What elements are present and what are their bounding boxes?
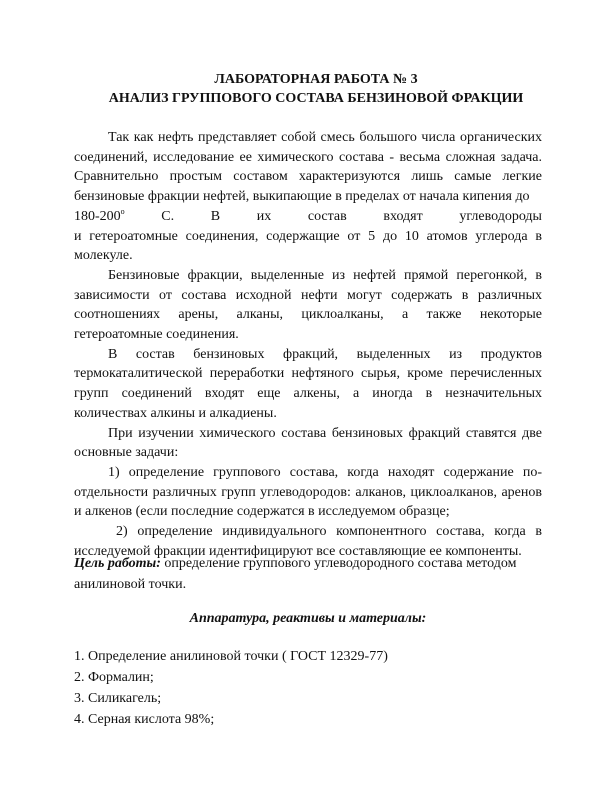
goal-section [74, 553, 542, 595]
paragraph-3: В состав бензиновых фракций, выделенных из продуктов термокаталитической переработки нефтяного сырья, кроме перечисленных групп соединений входят еще алкены, а иногда в незначительных количествах алкины и алкадиены. [74, 346, 542, 421]
word: С. [161, 208, 175, 224]
list-item: 3. Силикагель; [74, 691, 162, 706]
paragraph-1-tail: и гетероатомные соединения, содержащие от 5 до 10 атомов углерода в молекуле. [74, 228, 542, 264]
paragraph-4: При изучении химического состава бензиновых фракций ставятся две основные задачи: [74, 425, 542, 461]
paragraph-2: Бензиновые фракции, выделенные из нефтей прямой перегонкой, в зависимости от состава исходной нефти могут содержать в различных соотношениях арены, алканы, циклоалканы, а также некоторые гетероатомные соединения. [74, 267, 542, 343]
temperature-range: $180-200^о$ [74, 206, 125, 224]
paragraph-1: Так как нефть представляет собой смесь большого числа органических соединений, исследование ее химического состава - весьма сложная задача. Сравнительно простым составом характеризуются лишь самые легкие бензиновые фракции нефтей, выкипающие в пределах от начала кипения до [74, 130, 542, 205]
goal-label: Цель работы: [74, 556, 161, 571]
word: В [210, 208, 221, 224]
goal-text: определение группового углеводородного состава методом анилиновой точки. [74, 556, 517, 592]
lab-subtitle: АНАЛИЗ ГРУППОВОГО СОСТАВА БЕНЗИНОВОЙ ФРАКЦИИ [108, 91, 524, 106]
word: входят [383, 208, 423, 224]
apparatus-heading: Аппаратура, реактивы и материалы: [189, 611, 427, 626]
list-item: 4. Серная кислота 98%; [74, 712, 215, 727]
paragraph-1-row [74, 207, 542, 227]
task-1: 1) определение группового состава, когда находят содержание по-отдельности различных групп углеводородов: алканов, циклоалканов, аренов и алкенов (если последние содержатся в исследуемом образце; [74, 464, 542, 520]
intro-text [74, 128, 542, 561]
word: углеводороды [459, 208, 542, 224]
word: их [256, 208, 272, 224]
word: состав [307, 208, 347, 224]
materials-list [74, 646, 542, 730]
degree-sign: о [120, 206, 125, 216]
task-2: 2) определение индивидуального компонентного состава, когда в исследуемой фракции идентифицируют все составляющие ее компоненты. [74, 524, 542, 559]
lab-title: ЛАБОРАТОРНАЯ РАБОТА № 3 [214, 72, 418, 87]
list-item: 1. Определение анилиновой точки ( ГОСТ 12329-77) [74, 649, 388, 664]
list-item: 2. Формалин; [74, 670, 154, 685]
